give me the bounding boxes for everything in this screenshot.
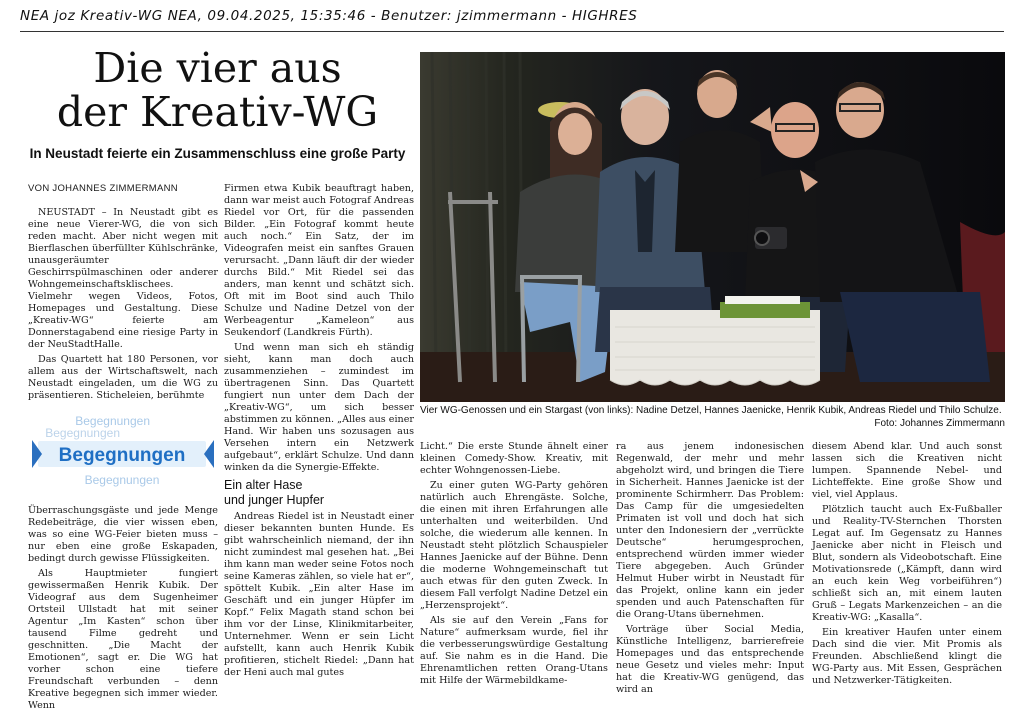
paragraph: Firmen etwa Kubik beauftragt haben, dann war meist auch Fotograf Andreas Riedel vor Ort, für die passenden Bilder. „Ein Fotograf kommt heute auch noch.“ Ein Satz, der im Videografen meist ein sanftes Grauen verursacht. „Dann läuft dir der wieder durchs Bild.“ Mit Riedel sei das anders, man kennt und schätzt sich. Oft mit im Boot sind auch Thilo Schulze und Nadine Detzel von der Werbeagentur „Kameleon“ aus Seukendorf (Landkreis Fürth). <box>224 183 414 338</box>
paragraph: NEUSTADT – In Neustadt gibt es eine neue Vierer-WG, die von sich reden macht. Aber nicht wegen mit Bierflaschen überfüllter Kühlschränke, unausgeräumter Geschirrspülmaschinen oder anderer Wohngemeinschaftsklischees. Vielmehr wegen Videos, Fotos, Homepages und Gestaltung. Diese „Kreativ-WG“ feierte am Donnerstagabend eine riesige Party in der NeuStadtHalle. <box>28 207 218 350</box>
column-2 <box>224 183 414 703</box>
header-rule <box>20 31 1004 32</box>
paragraph: Licht.“ Die erste Stunde ähnelt einer kleinen Comedy-Show. Kreativ, mit echter Wohngenossen-Liebe. <box>420 441 608 476</box>
title-line-2: der Kreativ-WG <box>56 88 379 136</box>
paragraph: Vorträge über Social Media, Künstliche Intelligenz, barrierefreie Homepages und das entsprechende neue Gesetz und vieles mehr: Input hat die Kreativ-WG genügend, das wird an <box>616 624 804 695</box>
logo-echo-top: Begegnungen <box>75 414 150 428</box>
article-byline: VON JOHANNES ZIMMERMANN <box>28 183 178 194</box>
paragraph: Und wenn man sich eh ständig sieht, kann man doch auch zusammenziehen – zumindest im übertragenen Sinn. Das Quartett fungiert nun unter dem Dach der „Kreativ-WG“, um sich besser abstimmen zu können. „Alles aus einer Hand. Wir haben uns sozusagen aus Versehen intern ein Netzwerk aufgebaut“, erklärt Schulze. Und dann winken da die Synergie-Effekte. <box>224 342 414 473</box>
logo-echo-mid: Begegnungen <box>45 426 120 440</box>
paragraph: Zu einer guten WG-Party gehören natürlich auch Ehrengäste. Solche, die einen mit ihren Erfahrungen alle unterhalten und weiterbilden. Und solche, die wiederum alle kennen. In Neustadt steht plötzlich Schauspieler Hannes Jaenicke auf der Bühne. Denn die moderne Wohngemeinschaft tut auch etwas für den guten Zweck. In diesem Fall verfolgt Nadine Detzel ein „Herzensprojekt“. <box>420 480 608 611</box>
column-4 <box>616 441 804 706</box>
photo-caption <box>420 405 1005 430</box>
paragraph: Plötzlich taucht auch Ex-Fußballer und Reality-TV-Sternchen Thorsten Legat auf. Im Gegensatz zu Hannes Jaenicke aber nicht in Fleisch und Blut, sondern als Videobotschaft. Eine Motivationsrede („Kämpft, dann wird an euch kein Weg vorbeiführen“) schließt sich an, mit einem lauten Gruß – Legats Markenzeichen – an die Kreativ-WG: „Kasalla“. <box>812 504 1002 623</box>
logo-graphic <box>28 412 218 494</box>
paragraph: Als Hauptmieter fungiert gewissermaßen Henrik Kubik. Der Videograf aus dem Sugenheimer Ortsteil Ullstadt hat mit seiner Agentur „Im Kasten“ schon über tausend Filme gedreht und geschnitten. „Die Macht der Emotionen“, sagt er. Die WG hat vorher schon eine tiefere Freundschaft verbunden – denn Kreative begegnen sich immer wieder. Wenn <box>28 568 218 711</box>
column-1-bottom <box>28 505 218 711</box>
column-1-top <box>28 207 218 407</box>
paragraph: ra aus jenem indonesischen Regenwald, der mehr und mehr abgeholzt wird, und bringen die Tiere in Sicherheit. Hannes Jaenicke ist der prominente Schirmherr. Das Problem: Das Camp für die umgesiedelten Primaten ist voll und doch hat sich unter den Indonesiern der „verrückte Deutsche“ herumgesprochen, entsprechend würden immer wieder Tiere abgegeben. Auch Gründer Helmut Huber wirbt in Neustadt für das Projekt, online kann ein jeder spenden und auch Patenschaften für die Orang-Utans übernehmen. <box>616 441 804 620</box>
paragraph: Das Quartett hat 180 Personen, vor allem aus der Wirtschaftswelt, nach Neustadt eingeladen, um die WG zu präsentieren. Sticheleien, berühmte <box>28 354 218 401</box>
article-photo <box>420 52 1005 402</box>
article-title <box>20 46 415 134</box>
subheading-line-2: und junger Hupfer <box>224 493 325 507</box>
logo-echo-bottom: Begegnungen <box>84 473 160 487</box>
paragraph: diesem Abend klar. Und auch sonst lassen sich die Kreativen nicht lumpen. Spannende Nebel- und Lichteffekte. Eine große Show und viel, viel Applaus. <box>812 441 1002 500</box>
photo-credit: Foto: Johannes Zimmermann <box>874 417 1005 429</box>
column-5 <box>812 441 1002 706</box>
paragraph: Andreas Riedel ist in Neustadt einer dieser bekannten bunten Hunde. Es gibt wahrscheinlich niemand, der ihn nicht zumindest mal gesehen hat. „Bei ihm kann man weder seine Fotos noch seine Kameras zählen, so viele hat er“, spöttelt Kubik. „Ein alter Hase im Geschäft und ein junger Hüpfer im Kopf.“ Felix Magath stand schon bei ihm vor der Linse, Klinikmitarbeiter, Unternehmer. Wenn er sein Licht aufstellt, kann auch Henrik Kubik profitieren, stichelt Riedel: „Dann hat der Heni auch mal gutes <box>224 511 414 678</box>
article-subtitle: In Neustadt feierte ein Zusammenschluss eine große Party <box>29 146 406 161</box>
subheading <box>224 478 414 508</box>
paragraph: Überraschungsgäste und jede Menge Redebeiträge, die vier wissen eben, was so eine WG-Feier bieten muss – nur eben eine große Eskapaden, bedingt durch gewisse Flüssigkeiten. <box>28 505 218 564</box>
column-3 <box>420 441 608 706</box>
paragraph: Ein kreativer Haufen unter einem Dach sind die vier. Mit Promis als Freunden. Abschließend klingt die WG-Party aus. Mit Essen, Gesprächen und Netzwerker-Tätigkeiten. <box>812 627 1002 686</box>
photo-illustration <box>420 52 1005 402</box>
page-header: NEA joz Kreativ-WG NEA, 09.04.2025, 15:35:46 - Benutzer: jzimmermann - HIGHRES <box>20 8 638 24</box>
title-line-1: Die vier aus <box>93 44 342 92</box>
paragraph: Als sie auf den Verein „Fans for Nature“ aufmerksam wurde, fiel ihr die verbesserungswürdige Gestaltung auf. Sie nahm es in die Hand. Die Ehrenamtlichen retten Orang-Utans mit Hilfe der Wärmebildkame- <box>420 615 608 686</box>
begegnungen-logo <box>28 412 218 494</box>
caption-text: Vier WG-Genossen und ein Stargast (von links): Nadine Detzel, Hannes Jaenicke, Henrik Kubik, Andreas Riedel und Thilo Schulze. <box>420 405 1002 416</box>
subheading-line-1: Ein alter Hase <box>224 478 303 492</box>
logo-main-word: Begegnungen <box>58 445 186 466</box>
